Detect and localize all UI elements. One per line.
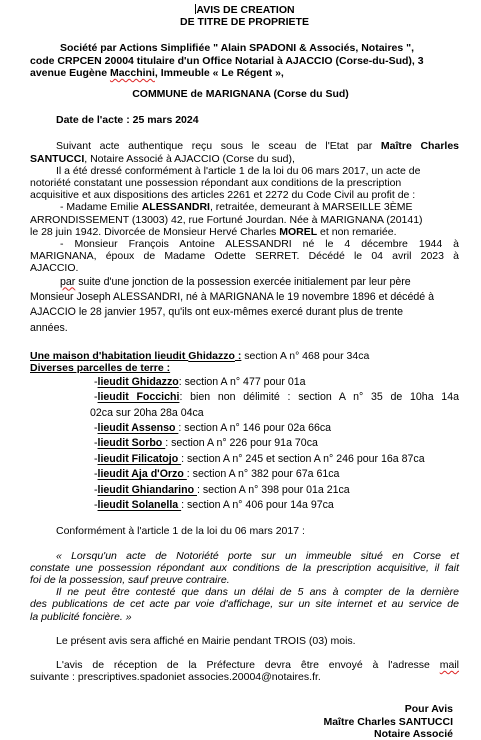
beneficiary-2-l3: AJACCIO.	[30, 262, 79, 275]
beneficiary-1-l3	[30, 226, 459, 238]
b1-surname: ALESSANDRI	[141, 201, 210, 214]
parcel-dash: -	[94, 483, 98, 496]
quote-l1: « Lorsqu'un acte de Notoriété porte sur un immeuble situé en Corse et	[56, 549, 459, 562]
house-lieudit: Ghidazzo	[188, 350, 235, 363]
quote-l6: la publicité foncière. »	[30, 610, 132, 623]
p1-text: Suivant acte authentique reçu sous le sceau de l'Etat par	[56, 140, 381, 153]
parcel-detail: : section A n° 245 et section A n° 246 pour 16a 87ca	[181, 452, 425, 465]
parcel-item	[30, 436, 459, 451]
body-para-1-cont	[30, 153, 459, 165]
notary-name-1: Maître Charles	[380, 140, 459, 153]
b1-c: , retraitée, demeurant à MARSEILLE 3ÈME	[209, 201, 413, 214]
parcel-name: lieudit Aja d'Orzo	[97, 468, 187, 481]
parcel-dash: -	[94, 421, 98, 434]
parcel-item	[30, 467, 459, 482]
junction-par: par	[60, 275, 76, 288]
house-line	[30, 350, 459, 362]
parcel-dash: -	[94, 375, 98, 388]
junction-l4: années.	[30, 321, 68, 334]
body-para-2-l1: Il a été dressé conformément à l'article 1 de la loi du 06 mars 2017, un acte de	[56, 164, 421, 177]
parcel-detail: : section A n° 398 pour 01a 21ca	[197, 483, 350, 496]
parcel-item	[30, 498, 459, 513]
p1-text-end: , Notaire Associé à AJACCIO (Corse du sud),	[84, 152, 295, 165]
act-date: Date de l'acte : 25 mars 2024	[56, 114, 199, 127]
receipt-text: L'avis de réception de la Préfecture devra être envoyé à l'adresse	[56, 658, 440, 671]
parcel-detail: : section A n° 146 pour 02a 66ca	[178, 421, 332, 434]
commune-heading: COMMUNE de MARIGNANA (Corse du Sud)	[132, 88, 349, 101]
house-label: Une maison d'habitation lieudit	[30, 350, 189, 363]
parcel-item	[30, 390, 459, 405]
junction-paragraph	[30, 275, 459, 337]
parcel-detail: : section A n° 406 pour 14a 97ca	[181, 498, 334, 511]
parcel-item	[30, 375, 459, 390]
parcels-title: Diverses parcelles de terre :	[30, 362, 171, 375]
house-section: section A n° 468 pour 34ca	[241, 350, 370, 363]
parcel-name: lieudit Filicatojo	[97, 452, 182, 465]
body-para-1	[30, 140, 459, 152]
parcel-name: lieudit Assenso	[97, 421, 179, 434]
doc-title	[30, 4, 459, 16]
junction-text: suite d'une jonction de la possession exercée initialement par leur père	[75, 275, 411, 288]
b1-g: et non remariée.	[317, 225, 397, 238]
b1-ex-husband: MOREL	[279, 225, 318, 238]
parcel-dash: -	[94, 498, 98, 511]
display-notice: Le présent avis sera affiché en Mairie pendant TROIS (03) mois.	[56, 634, 356, 647]
beneficiary-1-l2: ARRONDISSEMENT (13003) 42, rue Fortuné Jourdan. Née à MARIGNANA (20141)	[30, 213, 423, 226]
junction-l3: AJACCIO le 28 janvier 1957, qu'ils ont eux-mêmes exercé durant plus de trente	[30, 306, 403, 319]
quote-l3: foi de la possession, sauf preuve contraire.	[30, 573, 230, 586]
beneficiary-2-l1: - Monsieur François Antoine ALESSANDRI né le 4 décembre 1944 à	[60, 238, 459, 251]
company-address-a: avenue Eugène	[30, 66, 110, 79]
parcel-dash: -	[94, 452, 98, 465]
company-line-3	[30, 67, 459, 79]
body-para-2-l2: notoriété constatant une possession répondant aux conditions de la prescription	[30, 177, 402, 190]
b1-e: le 28 juin 1942. Divorcée de Monsieur Hervé Charles	[30, 225, 280, 238]
parcel-name: lieudit Ghidazzo	[97, 375, 179, 388]
parcel-dash: -	[94, 437, 98, 450]
parcel-name: lieudit Foccichi	[97, 391, 180, 404]
company-line-1: Société par Actions Simplifiée " Alain SPADONI & Associés, Notaires ",	[60, 42, 415, 55]
receipt-line-2: suivante : prescriptives.spadoniet associes.20004@notaires.fr.	[30, 671, 321, 684]
junction-l1	[30, 275, 459, 290]
signature-pour-avis: Pour Avis	[404, 703, 453, 716]
receipt-line-1	[30, 659, 459, 671]
quote-l5: des publications de cet acte par voie d'affichage, sur un site internet et au service de	[30, 598, 459, 611]
body-para-2-l3: acquisitive et aux dispositions des articles 2261 et 2272 du Code Civil au profit de :	[30, 189, 416, 202]
parcel-item	[30, 452, 459, 467]
signature-name: Maître Charles SANTUCCI	[323, 715, 453, 728]
beneficiary-2-l2: MARIGNANA, époux de Madame Odette SERRET. Décédé le 04 avril 2023 à	[30, 250, 459, 263]
parcels-list	[30, 375, 459, 514]
law-quote	[30, 550, 459, 623]
parcel-item	[30, 483, 459, 498]
b1-a: - Madame Emilie	[60, 201, 142, 214]
parcel-name: lieudit Solanella	[97, 498, 182, 511]
quote-l4: Il ne peut être contesté que dans un délai de 5 ans à compter de la dernière	[56, 586, 459, 599]
receipt-mail-word: mail	[439, 658, 459, 671]
parcel-detail: : section A n° 477 pour 01a	[178, 375, 306, 388]
doc-subtitle: DE TITRE DE PROPRIETE	[180, 16, 309, 29]
parcel-name: lieudit Ghiandarino	[97, 483, 197, 496]
law-intro: Conformément à l'article 1 de la loi du 06 mars 2017 :	[56, 525, 305, 538]
beneficiary-1-l1	[30, 201, 459, 213]
company-address-c: , Immeuble « Le Régent »,	[154, 66, 284, 79]
signature-title: Notaire Associé	[374, 727, 453, 740]
parcel-detail: : bien non délimité : section A n° 35 de 10ha 14a	[179, 391, 459, 404]
parcel-name: lieudit Sorbo	[97, 437, 166, 450]
parcel-detail: : section A n° 382 pour 67a 61ca	[186, 468, 340, 481]
parcel-item	[30, 421, 459, 436]
house-colon: :	[234, 350, 242, 363]
parcel-dash: -	[94, 468, 98, 481]
notary-name-2: SANTUCCI	[30, 152, 85, 165]
company-address-street: Macchini	[109, 66, 155, 79]
title-line-1: AVIS DE CREATION	[196, 4, 295, 16]
parcel-dash: -	[94, 391, 98, 404]
parcel-detail: : section A n° 226 pour 91a 70ca	[165, 437, 318, 450]
quote-l2: constate une possession répondant aux conditions de la prescription acquisitive, il fait	[30, 561, 459, 574]
junction-l2: Monsieur Joseph ALESSANDRI, né à MARIGNANA le 19 novembre 1896 et décédé à	[30, 291, 434, 304]
company-line-2: code CRPCEN 20004 titulaire d'un Office Notarial à AJACCIO (Corse-du-Sud), 3	[30, 54, 424, 67]
parcel-continuation: 02ca sur 20ha 28a 04ca	[90, 406, 204, 419]
